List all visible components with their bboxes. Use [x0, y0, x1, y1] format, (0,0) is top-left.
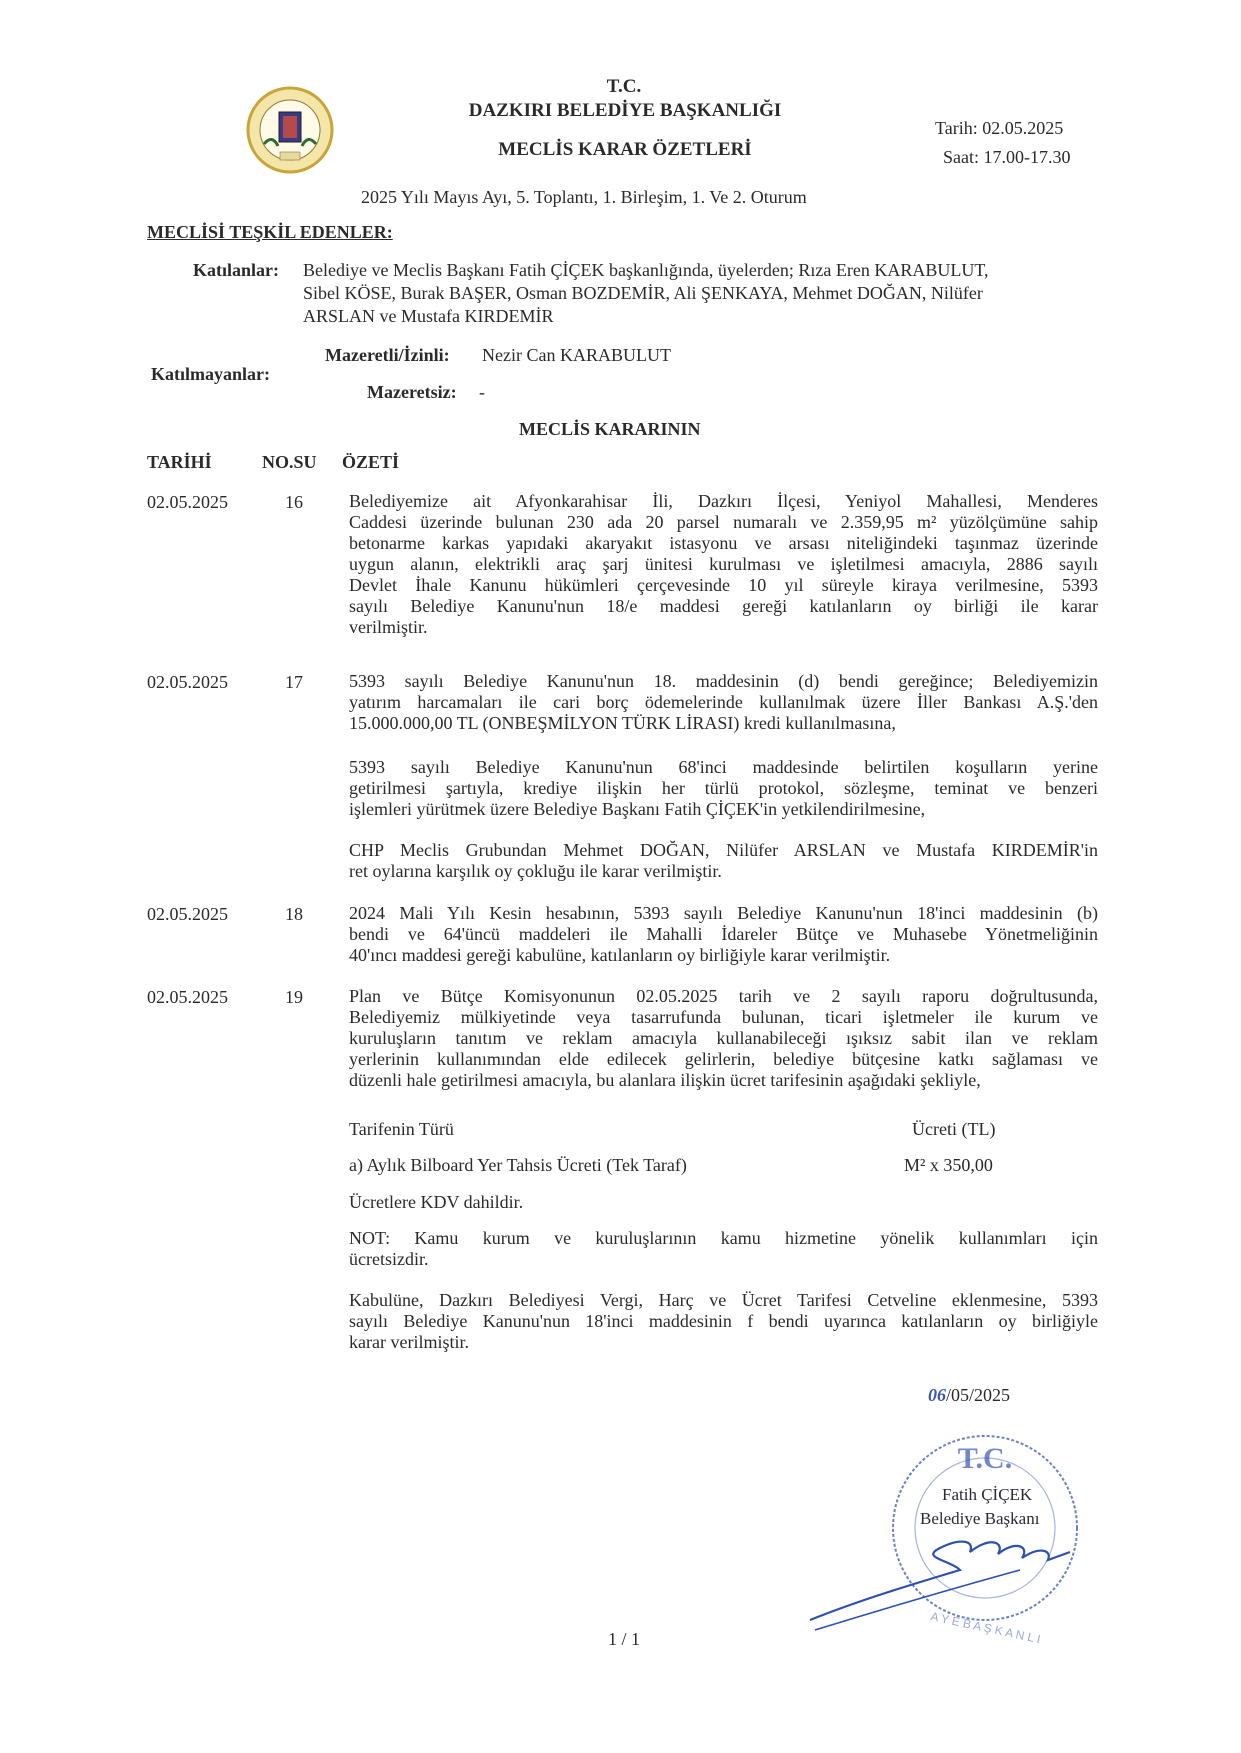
- text-line: 2024 Mali Yılı Kesin hesabının, 5393 sayılı Belediye Kanunu'nun 18'inci maddesinin (b): [349, 903, 1098, 923]
- decision-date: 02.05.2025: [147, 672, 228, 692]
- signer-name: Fatih ÇİÇEK: [942, 1485, 1033, 1504]
- text-line: işlemleri yürütmek üzere Belediye Başkanı Fatih ÇİÇEK'in yetkilendirilmesine,: [349, 799, 926, 819]
- text-line: sayılı Belediye Kanunu'nun 18/e maddesi gereği katılanların oy birliği ile karar: [349, 596, 1098, 616]
- decision-18-text: [349, 903, 1098, 966]
- svg-text:T.C.: T.C.: [957, 1442, 1013, 1475]
- decision-17-p3: [349, 840, 1098, 882]
- text-line: ücretsizdir.: [349, 1249, 429, 1269]
- text-line: Kabulüne, Dazkırı Belediyesi Vergi, Harç ve Ücret Tarifesi Cetveline eklenmesine, 5393: [349, 1290, 1098, 1310]
- header-time: Saat: 17.00-17.30: [943, 147, 1071, 167]
- svg-text:A Y E B A Ş K A N L I: A Y E B A Ş K A N L I: [929, 1609, 1042, 1647]
- katilanlar-label: Katılanlar:: [193, 260, 279, 280]
- text-line: Belediyemiz mülkiyetinde veya tasarrufunda bulunan, ticari işletmeler ile kurum ve: [349, 1007, 1098, 1027]
- tariff-row-price: M² x 350,00: [904, 1155, 993, 1175]
- kdv-note: Ücretlere KDV dahildir.: [349, 1192, 524, 1212]
- session-info: 2025 Yılı Mayıs Ayı, 5. Toplantı, 1. Birleşim, 1. Ve 2. Oturum: [361, 187, 807, 207]
- table-header-top: MECLİS KARARININ: [519, 419, 701, 439]
- tariff-header-type: Tarifenin Türü: [349, 1119, 454, 1139]
- text-line: düzenli hale getirilmesi amacıyla, bu alanlara ilişkin ücret tarifesinin aşağıdaki şekliyle,: [349, 1070, 981, 1090]
- text-line: 40'ıncı maddesi gereği kabulüne, katılanların oy birliğiyle karar verilmiştir.: [349, 945, 891, 965]
- text-line: 15.000.000,00 TL (ONBEŞMİLYON TÜRK LİRASI) kredi kullanılmasına,: [349, 713, 896, 733]
- text-line: CHP Meclis Grubundan Mehmet DOĞAN, Nilüfer ARSLAN ve Mustafa KIRDEMİR'in: [349, 840, 1098, 860]
- col-tarih: TARİHİ: [147, 452, 212, 472]
- text-line: 5393 sayılı Belediye Kanunu'nun 18. maddesinin (d) bendi gereğince; Belediyemizin: [349, 671, 1098, 691]
- text-line: Plan ve Bütçe Komisyonunun 02.05.2025 tarih ve 2 sayılı raporu doğrultusunda,: [349, 986, 1098, 1006]
- text-line: kuruluşların tanıtım ve reklam amacıyla kullanabileceği ışıksız sabit ilan ve reklam: [349, 1028, 1098, 1048]
- katilanlar-line: Sibel KÖSE, Burak BAŞER, Osman BOZDEMİR, Ali ŞENKAYA, Mehmet DOĞAN, Nilüfer: [303, 283, 983, 303]
- decision-no: 18: [285, 904, 303, 924]
- decision-no: 16: [285, 492, 303, 512]
- text-line: 5393 sayılı Belediye Kanunu'nun 68'inci maddesinde belirtilen koşulların yerine: [349, 757, 1098, 777]
- header-tc: T.C.: [606, 76, 642, 97]
- municipality-logo: [246, 86, 334, 174]
- handwritten-day: 06: [928, 1385, 946, 1405]
- decision-19-text: [349, 986, 1098, 1091]
- text-line: ret oylarına karşılık oy çokluğu ile karar verilmiştir.: [349, 861, 722, 881]
- signer-title: Belediye Başkanı: [920, 1509, 1040, 1528]
- mazeretli-label: Mazeretli/İzinli:: [325, 345, 450, 365]
- katilanlar-line: Belediye ve Meclis Başkanı Fatih ÇİÇEK başkanlığında, üyelerden; Rıza Eren KARABULUT,: [303, 260, 989, 280]
- mazeretsiz-value: -: [479, 382, 485, 402]
- header-institution: DAZKIRI BELEDİYE BAŞKANLIĞI: [468, 100, 782, 121]
- decision-17-p1: [349, 671, 1098, 734]
- text-line: verilmiştir.: [349, 617, 428, 637]
- text-line: NOT: Kamu kurum ve kuruluşlarının kamu hizmetine yönelik kullanımları için: [349, 1228, 1098, 1248]
- header-date: Tarih: 02.05.2025: [935, 118, 1064, 138]
- decision-date: 02.05.2025: [147, 987, 228, 1007]
- text-line: sayılı Belediye Kanunu'nun 18'inci maddesinin f bendi uyarınca katılanların oy birliğiyle: [349, 1311, 1098, 1331]
- section-title: MECLİSİ TEŞKİL EDENLER:: [147, 222, 393, 242]
- decision-17-p2: [349, 757, 1098, 820]
- official-stamp: [800, 1420, 1110, 1650]
- decision-no: 19: [285, 987, 303, 1007]
- tariff-row-type: a) Aylık Bilboard Yer Tahsis Ücreti (Tek Taraf): [349, 1155, 687, 1175]
- text-line: uygun alanın, elektrikli araç şarj ünitesi kurulması ve işletilmesi amacıyla, 2886 sayılı: [349, 554, 1098, 574]
- footer-date: [928, 1384, 1010, 1406]
- mazeretli-value: Nezir Can KARABULUT: [482, 345, 671, 365]
- text-line: getirilmesi şartıyla, krediye ilişkin her türlü protokol, sözleşme, teminat ve benzeri: [349, 778, 1098, 798]
- col-ozet: ÖZETİ: [342, 452, 400, 472]
- text-line: yerlerinin kullanımından elde edilecek gelirlerin, belediye bütçesine katkı sağlaması ve: [349, 1049, 1098, 1069]
- header-doc-title: MECLİS KARAR ÖZETLERİ: [498, 139, 752, 160]
- page-number: 1 / 1: [608, 1629, 641, 1649]
- tariff-header-price: Ücreti (TL): [912, 1119, 996, 1139]
- decision-no: 17: [285, 672, 303, 692]
- text-line: Devlet İhale Kanunu hükümleri çerçevesinde 10 yıl süreyle kiraya verilmesine, 5393: [349, 575, 1098, 595]
- decision-date: 02.05.2025: [147, 492, 228, 512]
- date-suffix: /05/2025: [946, 1385, 1011, 1405]
- decision-date: 02.05.2025: [147, 904, 228, 924]
- mazeretsiz-label: Mazeretsiz:: [367, 382, 457, 402]
- text-line: Caddesi üzerinde bulunan 230 ada 20 parsel numaralı ve 2.359,95 m² yüzölçümüne sahip: [349, 512, 1098, 532]
- col-no: NO.SU: [262, 452, 317, 472]
- text-line: yatırım harcamaları ile cari borç ödemelerinde kullanılmak üzere İller Bankası A.Ş.'den: [349, 692, 1098, 712]
- decision-16-text: [349, 491, 1098, 638]
- text-line: betonarme karkas yapıdaki akaryakıt istasyonu ve arsası niteliğindeki taşınmaz üzerinde: [349, 533, 1098, 553]
- katilmayanlar-label: Katılmayanlar:: [151, 364, 270, 384]
- text-line: karar verilmiştir.: [349, 1332, 469, 1352]
- decision-19-final: [349, 1290, 1098, 1353]
- text-line: Belediyemize ait Afyonkarahisar İli, Dazkırı İlçesi, Yeniyol Mahallesi, Menderes: [349, 491, 1098, 511]
- decision-19-note: [349, 1228, 1098, 1270]
- text-line: bendi ve 64'üncü maddeleri ile Mahalli İdareler Bütçe ve Muhasebe Yönetmeliğinin: [349, 924, 1098, 944]
- katilanlar-line: ARSLAN ve Mustafa KIRDEMİR: [303, 306, 554, 326]
